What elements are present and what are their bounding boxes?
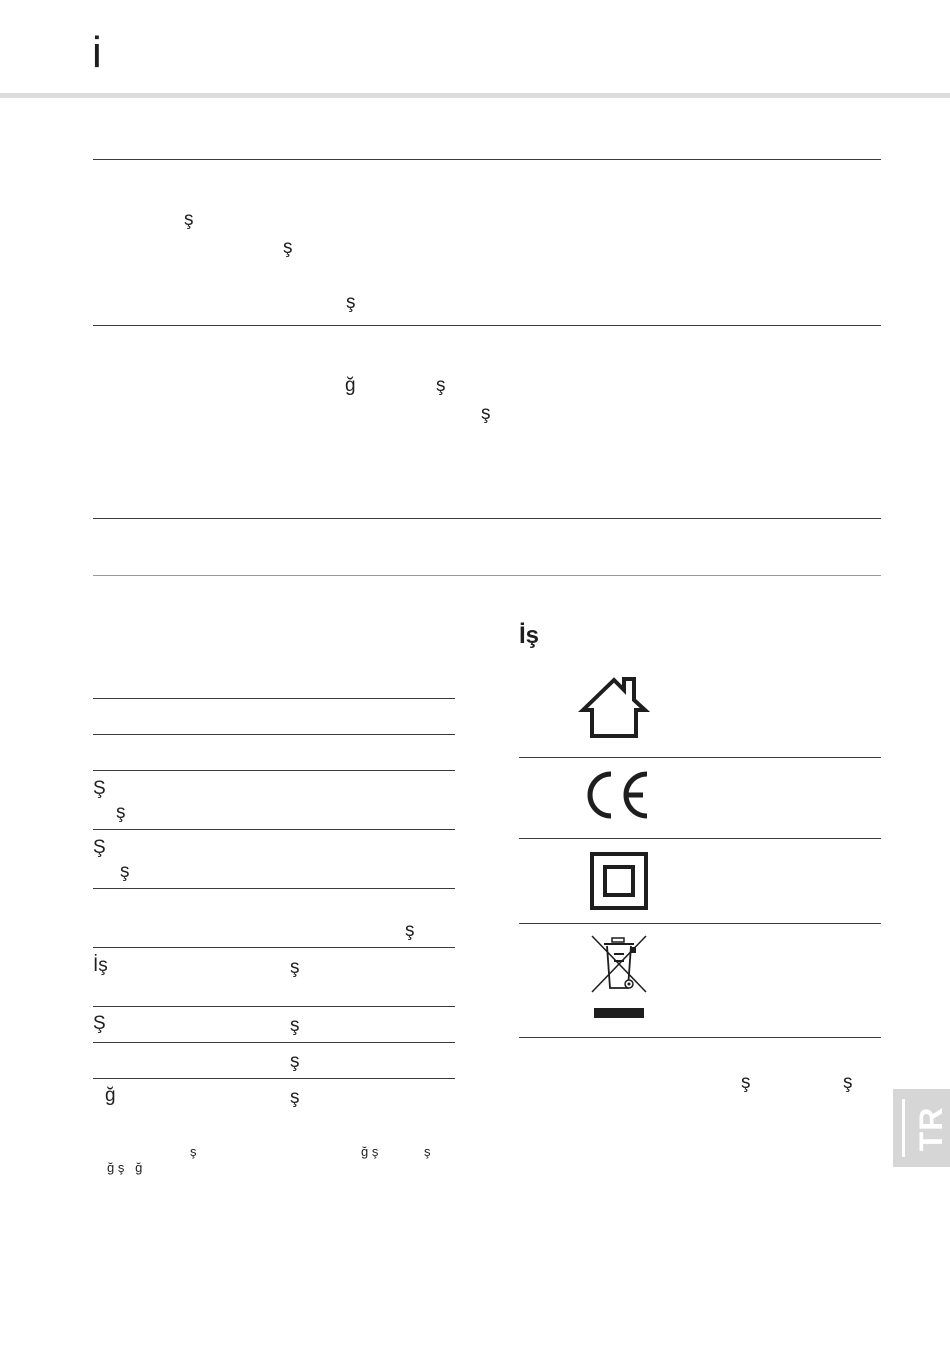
- language-tab-label: TR: [913, 1106, 949, 1152]
- weee-crossed-bin-icon: [588, 934, 650, 1025]
- row-label: Ş: [93, 1013, 106, 1034]
- table-rule: [93, 698, 455, 699]
- text-glyph: ş: [283, 237, 293, 258]
- table-rule: [93, 734, 455, 735]
- page-title: i: [92, 28, 102, 77]
- protection-class-ii-icon: [590, 852, 648, 915]
- row-label: ğ: [105, 1085, 116, 1106]
- table-rule: [93, 1078, 455, 1079]
- house-icon: [578, 676, 650, 745]
- footnote-glyph: ğ ş ğ: [107, 1160, 143, 1175]
- row-value: ş: [290, 1051, 300, 1072]
- section-divider: [93, 575, 881, 576]
- row-label: ş: [405, 920, 415, 941]
- footnote-glyph: ş: [190, 1144, 197, 1159]
- table-rule: [93, 1006, 455, 1007]
- language-tab: [893, 1089, 950, 1167]
- symbol-divider: [519, 923, 881, 924]
- table-rule: [93, 1042, 455, 1043]
- text-glyph: ğ: [345, 375, 356, 396]
- header-divider: [0, 93, 950, 98]
- section-divider: [93, 159, 881, 160]
- text-glyph: ş: [481, 403, 491, 424]
- symbol-divider: [519, 838, 881, 839]
- symbol-divider: [519, 1037, 881, 1038]
- row-label: İş: [93, 955, 108, 976]
- footnote-glyph: ş: [424, 1144, 431, 1159]
- table-rule: [93, 888, 455, 889]
- section-divider: [93, 325, 881, 326]
- footnote-glyph: ğ ş: [361, 1144, 379, 1159]
- table-rule: [93, 829, 455, 830]
- table-rule: [93, 770, 455, 771]
- text-glyph: ş: [843, 1072, 853, 1093]
- row-label: Ş: [93, 778, 106, 799]
- text-glyph: ş: [184, 209, 194, 230]
- text-glyph: ş: [346, 292, 356, 313]
- row-value: ş: [290, 957, 300, 978]
- symbol-divider: [519, 757, 881, 758]
- row-label: Ş: [93, 837, 106, 858]
- row-value: ş: [290, 1087, 300, 1108]
- text-glyph: ş: [741, 1072, 751, 1093]
- row-label: ş: [116, 802, 126, 823]
- row-value: ş: [290, 1015, 300, 1036]
- ce-mark-icon: [581, 770, 651, 825]
- section-divider: [93, 518, 881, 519]
- text-glyph: ş: [436, 375, 446, 396]
- row-label: ş: [120, 861, 130, 882]
- table-rule: [93, 947, 455, 948]
- language-tab-bar: [902, 1099, 905, 1157]
- symbols-heading: İş: [519, 622, 540, 649]
